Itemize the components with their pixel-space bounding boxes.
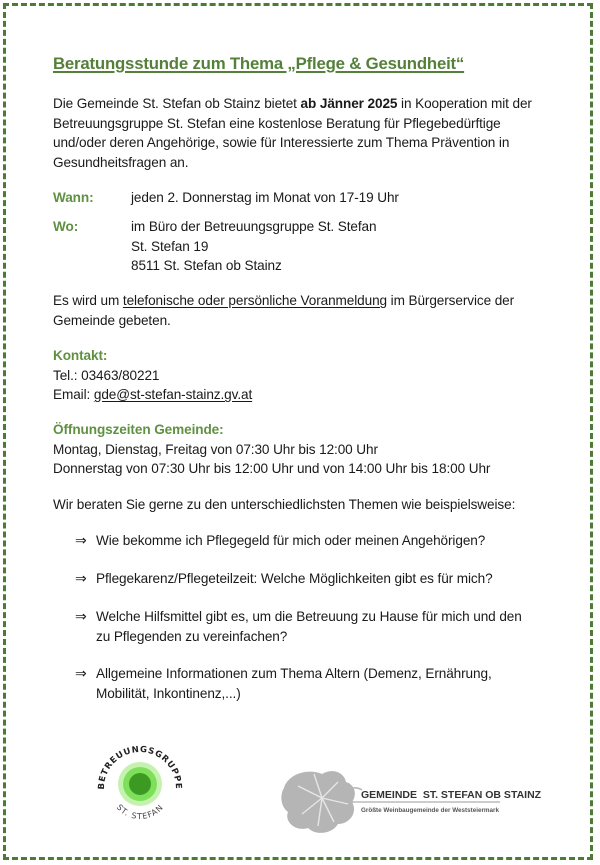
logo-bottom-text: ST. STEFAN [114, 802, 166, 822]
registration-line-2: Gemeinde gebeten. [53, 312, 171, 328]
start-date-bold: ab Jänner 2025 [300, 96, 398, 111]
registration-emphasis: telefonische oder persönliche Voranmeldung [122, 293, 387, 308]
topics-intro: Wir beraten Sie gerne zu den unterschiedlichsten Themen wie beispielsweise: [53, 497, 516, 512]
topic-text: Wie bekomme ich Pflegegeld für mich oder meinen Angehörigen? [96, 533, 486, 548]
double-arrow-icon: ⇒ [75, 608, 87, 624]
registration-line-1 [53, 291, 514, 311]
double-arrow-icon: ⇒ [75, 570, 87, 586]
topic-text: Allgemeine Informationen zum Thema Altern (Demenz, Ernährung, [96, 666, 492, 681]
logo-top-text: BETREUUNGSGRUPPE [96, 744, 184, 790]
when-label: Wann: [53, 190, 94, 205]
intro-text: in Kooperation mit der [397, 96, 532, 111]
vine-leaf-icon [281, 771, 362, 833]
opening-hours-heading: Öffnungszeiten Gemeinde: [53, 422, 224, 437]
intro-text: Die Gemeinde St. Stefan ob Stainz bietet [53, 96, 301, 111]
where-line: St. Stefan 19 [131, 238, 209, 254]
topic-text: Mobilität, Inkontinenz,...) [96, 685, 241, 701]
double-arrow-icon: ⇒ [75, 532, 87, 548]
contact-email-line [53, 385, 252, 405]
email-label: Email: [53, 387, 94, 402]
topic-text: Pflegekarenz/Pflegeteilzeit: Welche Möglichkeiten gibt es für mich? [96, 571, 493, 586]
where-label: Wo: [53, 219, 79, 234]
when-value: jeden 2. Donnerstag im Monat von 17-19 Uhr [131, 190, 399, 205]
contact-heading: Kontakt: [53, 348, 108, 363]
gemeinde-tagline: Größte Weinbaugemeinde der Weststeiermark [361, 807, 499, 814]
double-arrow-icon: ⇒ [75, 665, 87, 681]
intro-line-2: Betreuungsgruppe St. Stefan eine kostenlose Beratung für Pflegebedürftige [53, 115, 501, 131]
intro-line-4: Gesundheitsfragen an. [53, 154, 189, 170]
intro-line-3: und/oder deren Angehörige, sowie für Interessierte zum Thema Prävention in [53, 135, 510, 150]
betreuungsgruppe-logo [84, 728, 196, 840]
where-line: 8511 St. Stefan ob Stainz [131, 258, 282, 273]
topic-text: Welche Hilfsmittel gibt es, um die Betreuung zu Hause für mich und den [96, 609, 522, 624]
opening-hours-line: Donnerstag von 07:30 Uhr bis 12:00 Uhr und von 14:00 Uhr bis 18:00 Uhr [53, 461, 491, 476]
email-link[interactable]: gde@st-stefan-stainz.gv.at [93, 387, 253, 402]
intro-line-1 [53, 94, 532, 114]
topic-text: zu Pflegenden zu vereinfachen? [96, 628, 288, 644]
contact-phone: Tel.: 03463/80221 [53, 367, 160, 383]
gemeinde-logo [278, 760, 542, 840]
opening-hours-line: Montag, Dienstag, Freitag von 07:30 Uhr bis 12:00 Uhr [53, 441, 378, 457]
registration-text: im Bürgerservice der [386, 293, 515, 308]
logo-inner-dot [129, 773, 151, 795]
gemeinde-name: GEMEINDE ST. STEFAN OB STAINZ [361, 789, 542, 801]
registration-text: Es wird um [53, 293, 123, 308]
where-line: im Büro der Betreuungsgruppe St. Stefan [131, 219, 377, 234]
page-title: Beratungsstunde zum Thema „Pflege & Gesundheit“ [53, 54, 465, 73]
